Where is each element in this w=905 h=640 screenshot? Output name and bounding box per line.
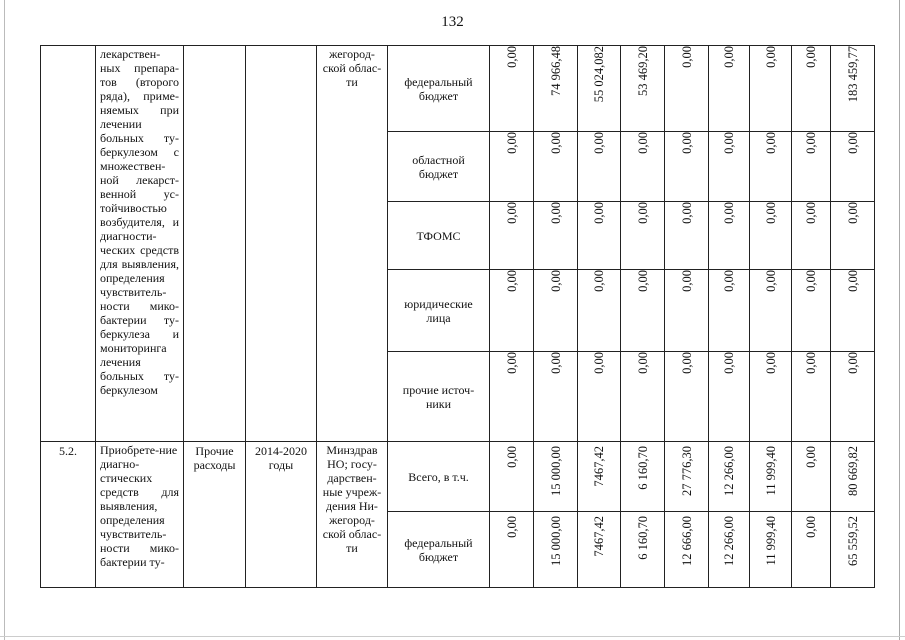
amount-cell <box>709 270 750 352</box>
amount-value: 0,00 <box>679 352 694 374</box>
amount-value: 0,00 <box>635 270 650 292</box>
amount-value: 0,00 <box>635 352 650 374</box>
amount-value: 7467,42 <box>592 516 606 557</box>
amount-value: 0,00 <box>763 270 778 292</box>
funding-source: юридические лица <box>388 270 490 352</box>
amount-cell <box>750 202 792 270</box>
implementation-period <box>246 46 317 442</box>
amount-cell <box>490 132 534 202</box>
scan-edge-bottom <box>0 636 905 637</box>
amount-value: 0,00 <box>804 132 818 154</box>
scan-edge-left <box>4 0 5 640</box>
amount-value: 0,00 <box>504 516 519 538</box>
amount-value: 0,00 <box>804 270 818 292</box>
amount-value: 0,00 <box>763 202 778 224</box>
amount-value: 12 666,00 <box>679 516 694 566</box>
funding-source: Всего, в т.ч. <box>388 442 490 512</box>
amount-value: 0,00 <box>592 352 606 374</box>
amount-cell <box>750 352 792 442</box>
executor: Минздрав НО; госу-дарствен-ные учреж-дения Ни-жегород-ской облас-ти <box>317 442 388 588</box>
amount-value: 80 669,82 <box>845 446 860 496</box>
amount-cell <box>792 352 831 442</box>
amount-cell <box>750 132 792 202</box>
amount-cell <box>665 512 709 588</box>
amount-value: 0,00 <box>504 446 519 468</box>
amount-cell <box>750 46 792 132</box>
amount-cell <box>792 132 831 202</box>
amount-value: 15 000,00 <box>548 516 563 566</box>
amount-cell <box>490 352 534 442</box>
amount-cell <box>578 202 621 270</box>
amount-cell <box>534 202 578 270</box>
amount-cell <box>709 202 750 270</box>
amount-value: 6 160,70 <box>635 446 650 490</box>
amount-value: 0,00 <box>592 132 606 154</box>
amount-cell <box>578 132 621 202</box>
amount-cell <box>621 270 665 352</box>
amount-value: 15 000,00 <box>548 446 563 496</box>
amount-cell <box>534 442 578 512</box>
amount-cell <box>621 46 665 132</box>
amount-cell <box>831 132 875 202</box>
page-number: 132 <box>441 14 464 30</box>
amount-value: 0,00 <box>548 202 563 224</box>
amount-value: 0,00 <box>504 132 519 154</box>
amount-cell <box>709 132 750 202</box>
amount-cell <box>750 270 792 352</box>
table-body <box>41 46 875 588</box>
amount-value: 0,00 <box>722 270 736 292</box>
amount-value: 0,00 <box>845 270 860 292</box>
amount-value: 0,00 <box>679 270 694 292</box>
amount-cell <box>490 202 534 270</box>
funding-source: областной бюджет <box>388 132 490 202</box>
amount-value: 0,00 <box>548 270 563 292</box>
amount-cell <box>621 132 665 202</box>
amount-cell <box>831 352 875 442</box>
amount-value: 0,00 <box>635 202 650 224</box>
amount-cell <box>490 442 534 512</box>
amount-value: 12 266,00 <box>722 446 736 496</box>
measure-name: лекарствен-ных препара-тов (второго ряда), приме-няемых при лечении больных ту-беркулезом с множествен-ной лекарст-венной ус-тойчивостью возбудителя, и диагности-ческих средств для выявления, определения чувствитель-ности мико-бактерии ту-беркулеза и мониторинга лечения больных ту-беркулезом <box>96 46 184 442</box>
funding-source: ТФОМС <box>388 202 490 270</box>
amount-value: 0,00 <box>722 132 736 154</box>
amount-cell <box>750 442 792 512</box>
amount-value: 65 559,52 <box>845 516 860 566</box>
amount-value: 0,00 <box>679 202 694 224</box>
amount-value: 12 266,00 <box>722 516 736 566</box>
amount-cell <box>792 512 831 588</box>
executor: жегород-ской облас-ти <box>317 46 388 442</box>
amount-value: 0,00 <box>592 202 606 224</box>
item-number <box>41 46 96 442</box>
amount-value: 74 966,48 <box>548 46 563 96</box>
amount-cell <box>831 512 875 588</box>
amount-value: 0,00 <box>763 132 778 154</box>
amount-value: 0,00 <box>845 132 860 154</box>
amount-value: 0,00 <box>804 46 818 68</box>
amount-value: 11 999,40 <box>763 516 778 566</box>
amount-cell <box>578 442 621 512</box>
amount-value: 0,00 <box>804 516 818 538</box>
amount-value: 0,00 <box>722 202 736 224</box>
amount-cell <box>534 512 578 588</box>
amount-cell <box>665 352 709 442</box>
amount-cell <box>665 442 709 512</box>
amount-value: 0,00 <box>635 132 650 154</box>
amount-cell <box>709 352 750 442</box>
amount-cell <box>621 202 665 270</box>
amount-cell <box>665 132 709 202</box>
funding-source: федеральный бюджет <box>388 512 490 588</box>
amount-value: 0,00 <box>679 46 694 68</box>
amount-value: 7467,42 <box>592 446 606 487</box>
amount-value: 0,00 <box>548 132 563 154</box>
amount-value: 0,00 <box>763 46 778 68</box>
amount-cell <box>792 46 831 132</box>
amount-value: 0,00 <box>804 446 818 468</box>
amount-cell <box>578 512 621 588</box>
amount-value: 0,00 <box>504 46 519 68</box>
amount-value: 0,00 <box>804 202 818 224</box>
amount-value: 0,00 <box>504 352 519 374</box>
amount-cell <box>534 270 578 352</box>
amount-cell <box>578 270 621 352</box>
budget-table <box>40 45 875 588</box>
amount-cell <box>831 270 875 352</box>
amount-value: 11 999,40 <box>763 446 778 496</box>
amount-value: 0,00 <box>592 270 606 292</box>
amount-value: 55 024,082 <box>592 46 606 103</box>
amount-cell <box>665 270 709 352</box>
funding-source: прочие источ-ники <box>388 352 490 442</box>
amount-cell <box>709 442 750 512</box>
amount-cell <box>621 512 665 588</box>
amount-cell <box>490 512 534 588</box>
amount-cell <box>792 270 831 352</box>
funding-source: федеральный бюджет <box>388 46 490 132</box>
amount-cell <box>621 352 665 442</box>
item-number: 5.2. <box>41 442 96 588</box>
amount-value: 0,00 <box>845 202 860 224</box>
amount-cell <box>534 132 578 202</box>
scan-edge-right <box>899 0 900 640</box>
amount-cell <box>534 352 578 442</box>
amount-value: 0,00 <box>679 132 694 154</box>
implementation-period: 2014-2020 годы <box>246 442 317 588</box>
amount-value: 53 469,20 <box>635 46 650 96</box>
amount-value: 27 776,30 <box>679 446 694 496</box>
amount-value: 0,00 <box>722 46 736 68</box>
amount-value: 0,00 <box>504 202 519 224</box>
amount-value: 6 160,70 <box>635 516 650 560</box>
amount-cell <box>534 46 578 132</box>
amount-value: 0,00 <box>722 352 736 374</box>
expense-category <box>184 46 246 442</box>
amount-value: 183 459,77 <box>845 46 860 103</box>
amount-cell <box>578 46 621 132</box>
amount-cell <box>665 202 709 270</box>
amount-cell <box>792 442 831 512</box>
amount-cell <box>831 46 875 132</box>
amount-cell <box>621 442 665 512</box>
amount-cell <box>665 46 709 132</box>
table-row <box>41 442 875 512</box>
amount-value: 0,00 <box>763 352 778 374</box>
amount-cell <box>490 270 534 352</box>
amount-cell <box>578 352 621 442</box>
amount-cell <box>709 46 750 132</box>
amount-value: 0,00 <box>845 352 860 374</box>
amount-cell <box>750 512 792 588</box>
amount-cell <box>490 46 534 132</box>
amount-cell <box>831 202 875 270</box>
amount-cell <box>792 202 831 270</box>
table-row <box>41 46 875 132</box>
amount-cell <box>831 442 875 512</box>
amount-value: 0,00 <box>804 352 818 374</box>
amount-value: 0,00 <box>548 352 563 374</box>
measure-name: Приобрете-ние диагно-стических средств для выявления, определения чувствитель-ности мико-бактерии ту- <box>96 442 184 588</box>
amount-value: 0,00 <box>504 270 519 292</box>
amount-cell <box>709 512 750 588</box>
expense-category: Прочие расходы <box>184 442 246 588</box>
